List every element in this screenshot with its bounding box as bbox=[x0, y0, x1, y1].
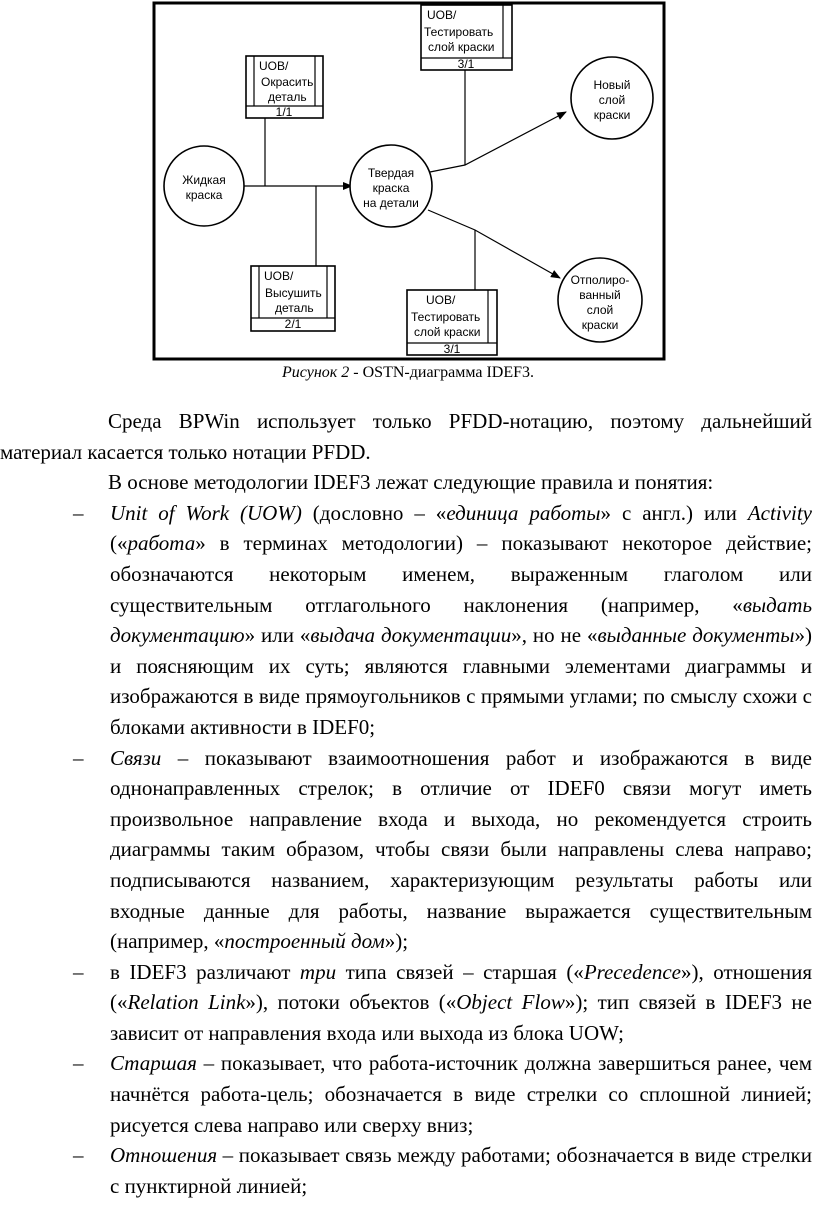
text-run: ») и поясняющим их суть; являются главными элементами диаграммы и изображаются в виде прямоугольников с прямыми углами; по смыслу схожи с блоками активности в IDEF0; bbox=[110, 623, 812, 739]
text-run: »); тип связей в IDEF3 не зависит от направления входа или выхода из блока UOW; bbox=[110, 990, 812, 1045]
circle-polished-line-1: Отполиро- bbox=[570, 273, 630, 287]
box-test-bottom-line-1: Тестировать bbox=[411, 310, 481, 324]
circle-liquid-line-2: краска bbox=[185, 188, 223, 202]
circle-polished-line-2: ванный bbox=[579, 288, 621, 302]
list-item-precedence-text bbox=[110, 1051, 812, 1136]
text-run: – показывает, что работа-источник должна завершиться ранее, чем начнётся работа-цель; обозначается в виде стрелки со сплошной линией; рисуется слева направо или сверху вниз; bbox=[110, 1051, 812, 1137]
box-paint-line-2: деталь bbox=[268, 90, 307, 104]
italic-term: Старшая bbox=[110, 1051, 197, 1076]
text-run: » или « bbox=[244, 623, 311, 648]
list-item-precedence bbox=[0, 1048, 812, 1140]
list-item-links bbox=[0, 743, 812, 957]
italic-term: три bbox=[299, 959, 337, 984]
italic-term: выдать документацию bbox=[110, 592, 812, 648]
arrow-solid-newlayer bbox=[430, 112, 566, 172]
list-dash: – bbox=[73, 959, 84, 984]
box-dry-number: 2/1 bbox=[284, 317, 302, 331]
text-run: – показывает связь между работами; обозначается в виде стрелки с пунктирной линией; bbox=[110, 1143, 812, 1198]
italic-term: единица работы bbox=[446, 500, 601, 525]
box-test-top-code: UOB/ bbox=[427, 8, 457, 22]
box-paint-code: UOB/ bbox=[259, 59, 289, 73]
list-item-links-text bbox=[110, 746, 812, 954]
circle-new-line-1: Новый bbox=[593, 78, 631, 92]
list-item-relation bbox=[0, 1140, 812, 1201]
italic-term: Activity bbox=[747, 500, 812, 525]
circle-liquid-line-1: Жидкая bbox=[182, 173, 226, 187]
italic-term: Отношения bbox=[110, 1143, 218, 1168]
circle-polished-line-3: слой bbox=[586, 303, 614, 317]
ostn-diagram bbox=[0, 0, 816, 362]
box-dry-line-2: деталь bbox=[275, 301, 314, 315]
box-test-bottom-number: 3/1 bbox=[443, 342, 461, 356]
list-dash: – bbox=[73, 1143, 84, 1168]
list-dash: – bbox=[73, 745, 84, 770]
italic-term: работа bbox=[127, 531, 196, 556]
text-run: »), потоки объектов (« bbox=[245, 990, 457, 1015]
italic-term: выданные документы bbox=[597, 623, 795, 648]
box-dry-line-1: Высушить bbox=[265, 286, 322, 300]
figure-caption bbox=[0, 362, 816, 384]
text-run: (дословно – « bbox=[301, 500, 447, 525]
circle-new-line-3: краски bbox=[593, 108, 631, 122]
box-test-top-line-1: Тестировать bbox=[424, 25, 494, 39]
box-paint-number: 1/1 bbox=[275, 105, 293, 119]
uow-box-paint bbox=[246, 56, 323, 119]
text-run: » с англ.) или bbox=[600, 500, 748, 525]
paragraph-rules-intro: В основе методологии IDEF3 лежат следующие правила и понятия: bbox=[108, 470, 714, 495]
italic-term: выдача документации bbox=[310, 623, 512, 648]
text-run: – показывают взаимоотношения работ и изображаются в виде однонаправленных стрелок; в отличие от IDEF0 связи могут иметь произвольное направление входа и выхода, но рекомендуется строить диаграммы таким образом, чтобы связи были направлены слева направо; подписываются названием, характеризующим результаты работы или входные данные для работы, название выражается существительным (например, « bbox=[110, 745, 812, 954]
circle-polished-line-4: краски bbox=[581, 318, 619, 332]
box-paint-line-1: Окрасить bbox=[261, 75, 314, 89]
italic-term: Object Flow bbox=[456, 990, 565, 1015]
uow-box-test-bottom bbox=[407, 290, 497, 356]
list-item-link-types-text bbox=[110, 960, 812, 1045]
list-dash: – bbox=[73, 500, 84, 525]
text-run: »), отношения (« bbox=[110, 959, 812, 1015]
list-dash: – bbox=[73, 1051, 84, 1076]
body-text bbox=[0, 406, 812, 1201]
uow-box-dry bbox=[251, 266, 335, 331]
caption-text: - OSTN-диаграмма IDEF3. bbox=[349, 364, 534, 381]
text-run: » в терминах методологии) – показывают некоторое действие; обозначаются некоторым именем, выраженным глаголом или существительным отглагольного наклонения (например, « bbox=[110, 531, 812, 617]
caption-label: Рисунок 2 bbox=[282, 364, 350, 381]
circle-new-line-2: слой bbox=[598, 93, 626, 107]
list-item-link-types bbox=[0, 957, 812, 1049]
italic-term: Relation Link bbox=[127, 990, 246, 1015]
paragraph-bpwin: Среда BPWin использует только PFDD-нотацию, поэтому дальнейший материал касается только нотации PFDD. bbox=[0, 409, 812, 464]
box-test-bottom-line-2: слой краски bbox=[414, 325, 481, 339]
box-test-top-line-2: слой краски bbox=[428, 40, 495, 54]
box-test-top-number: 3/1 bbox=[457, 57, 475, 71]
circle-solid-line-2: краска bbox=[372, 181, 410, 195]
circle-solid-line-3: на детали bbox=[363, 196, 419, 210]
circle-solid-line-1: Твердая bbox=[367, 166, 415, 180]
text-run: в IDEF3 различают bbox=[110, 959, 300, 984]
text-run: типа связей – старшая (« bbox=[336, 959, 584, 984]
italic-term: Unit of Work (UOW) bbox=[110, 500, 302, 525]
box-dry-code: UOB/ bbox=[264, 269, 294, 283]
italic-term: Связи bbox=[110, 745, 162, 770]
box-test-bottom-code: UOB/ bbox=[426, 293, 456, 307]
uow-box-test-top bbox=[421, 5, 512, 71]
list-item-uow-text bbox=[110, 501, 812, 739]
italic-term: построенный дом bbox=[224, 929, 385, 954]
list-item-uow bbox=[0, 498, 812, 743]
idef3-figure bbox=[0, 0, 816, 362]
list-item-relation-text bbox=[110, 1143, 812, 1198]
text-run: »); bbox=[384, 929, 409, 954]
text-run: (« bbox=[110, 531, 128, 556]
italic-term: Precedence bbox=[583, 959, 681, 984]
text-run: », но не « bbox=[511, 623, 598, 648]
arrow-solid-polished bbox=[428, 210, 560, 278]
